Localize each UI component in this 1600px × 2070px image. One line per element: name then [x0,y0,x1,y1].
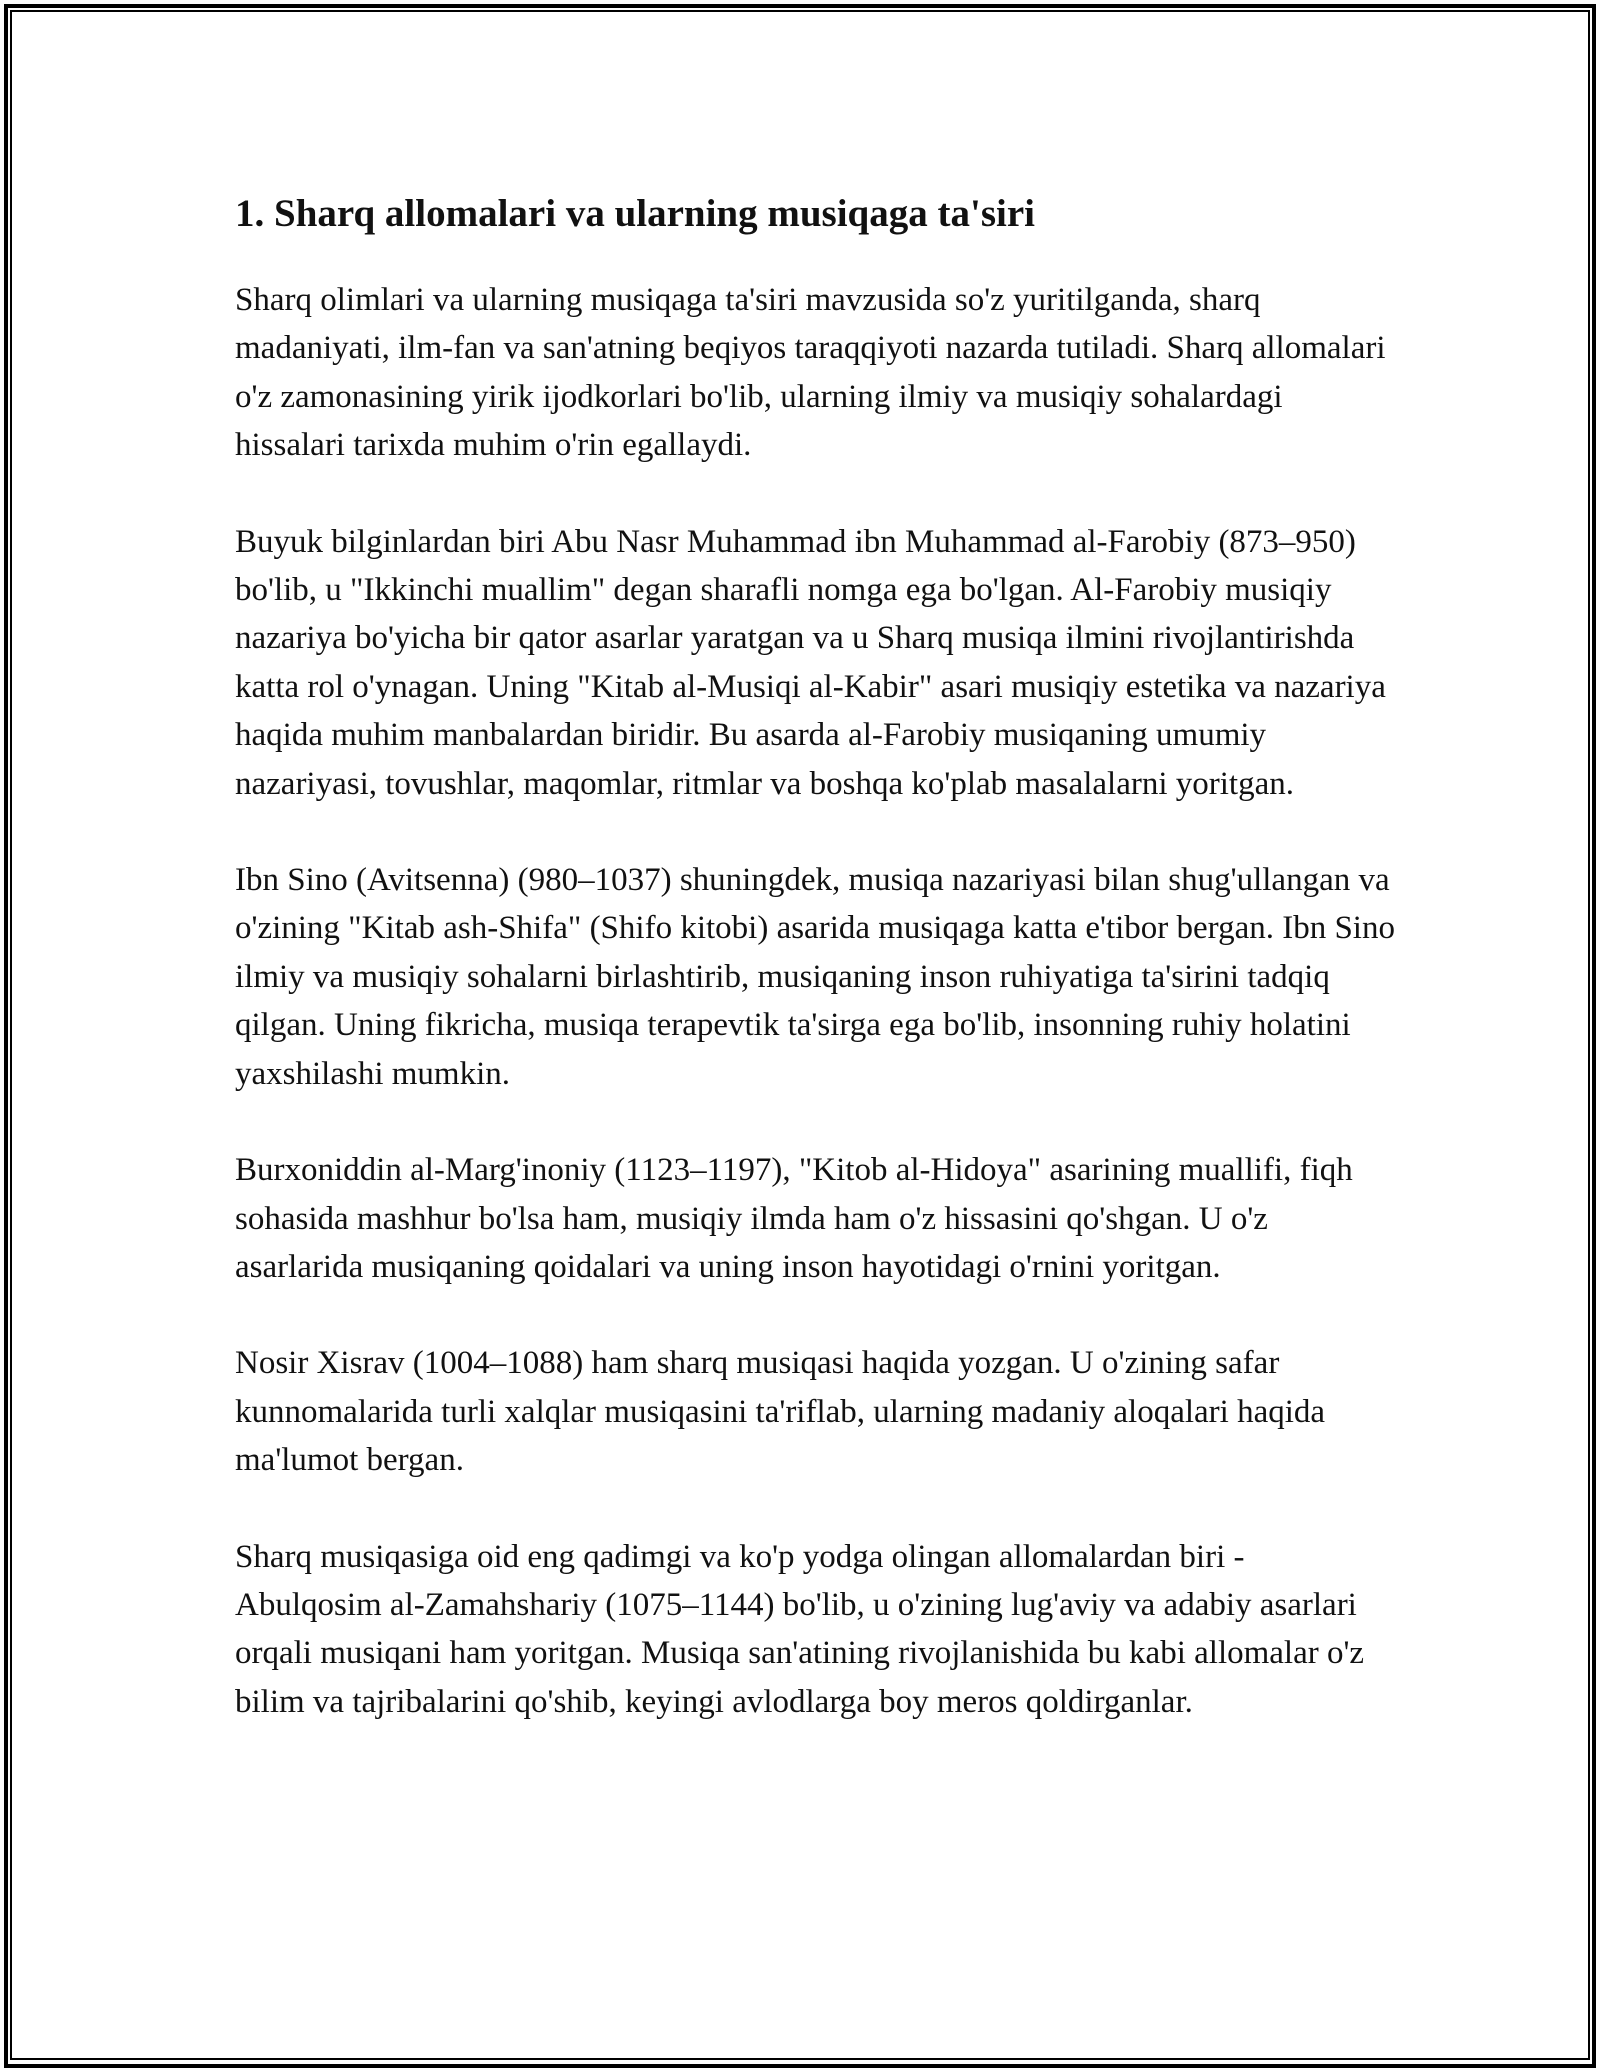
paragraph-marginoniy: Burxoniddin al-Marg'inoniy (1123–1197), "Kitob al-Hidoya" asarining muallifi, fiqh sohasida mashhur bo'lsa ham, musiqiy ilmda ham o'z hissasini qo'shgan. U o'z asarlarida musiqaning qoidalari va uning inson hayotidagi o'rnini yoritgan. [235,1152,1353,1285]
paragraph-zamahshariy: Sharq musiqasiga oid eng qadimgi va ko'p yodga olingan allomalardan biri - Abulqosim al-Zamahshariy (1075–1144) bo'lib, u o'zining lug'aviy va adabiy asarlari orqali musiqani ham yoritgan. Musiqa san'atining rivojlanishida bu kabi allomalar o'z bilim va tajribalarini qo'shib, keyingi avlodlarga boy meros qoldirganlar. [235,1538,1365,1720]
paragraph-intro: Sharq olimlari va ularning musiqaga ta'siri mavzusida so'z yuritilganda, sharq madaniyati, ilm-fan va san'atning beqiyos taraqqiyoti nazarda tutiladi. Sharq allomalari o'z zamonasining yirik ijodkorlari bo'lib, ularning ilmiy va musiqiy sohalardagi hissalari tarixda muhim o'rin egallaydi. [235,282,1386,464]
section-title: 1. Sharq allomalari va ularning musiqaga ta'siri [235,192,1035,235]
paragraph-nosir-xisrav: Nosir Xisrav (1004–1088) ham sharq musiqasi haqida yozgan. U o'zining safar kunnomalarida turli xalqlar musiqasini ta'riflab, ularning madaniy aloqalari haqida ma'lumot bergan. [235,1345,1326,1479]
document-body [235,188,1395,1774]
paragraph-farobiy: Buyuk bilginlardan biri Abu Nasr Muhammad ibn Muhammad al-Farobiy (873–950) bo'lib, u "Ikkinchi muallim" degan sharafli nomga ega bo'lgan. Al-Farobiy musiqiy nazariya bo'yicha bir qator asarlar yaratgan va u Sharq musiqa ilmini rivojlantirishda katta rol o'ynagan. Uning "Kitab al-Musiqi al-Kabir" asari musiqiy estetika va nazariya haqida muhim manbalardan biridir. Bu asarda al-Farobiy musiqaning umumiy nazariyasi, tovushlar, maqomlar, ritmlar va boshqa ko'plab masalalarni yoritgan. [235,523,1386,802]
paragraph-ibn-sino: Ibn Sino (Avitsenna) (980–1037) shuningdek, musiqa nazariyasi bilan shug'ullangan va o'zining "Kitab ash-Shifa" (Shifo kitobi) asarida musiqaga katta e'tibor bergan. Ibn Sino ilmiy va musiqiy sohalarni birlashtirib, musiqaning inson ruhiyatiga ta'sirini tadqiq qilgan. Uning fikricha, musiqa terapevtik ta'sirga ega bo'lib, insonning ruhiy holatini yaxshilashi mumkin. [235,862,1395,1092]
